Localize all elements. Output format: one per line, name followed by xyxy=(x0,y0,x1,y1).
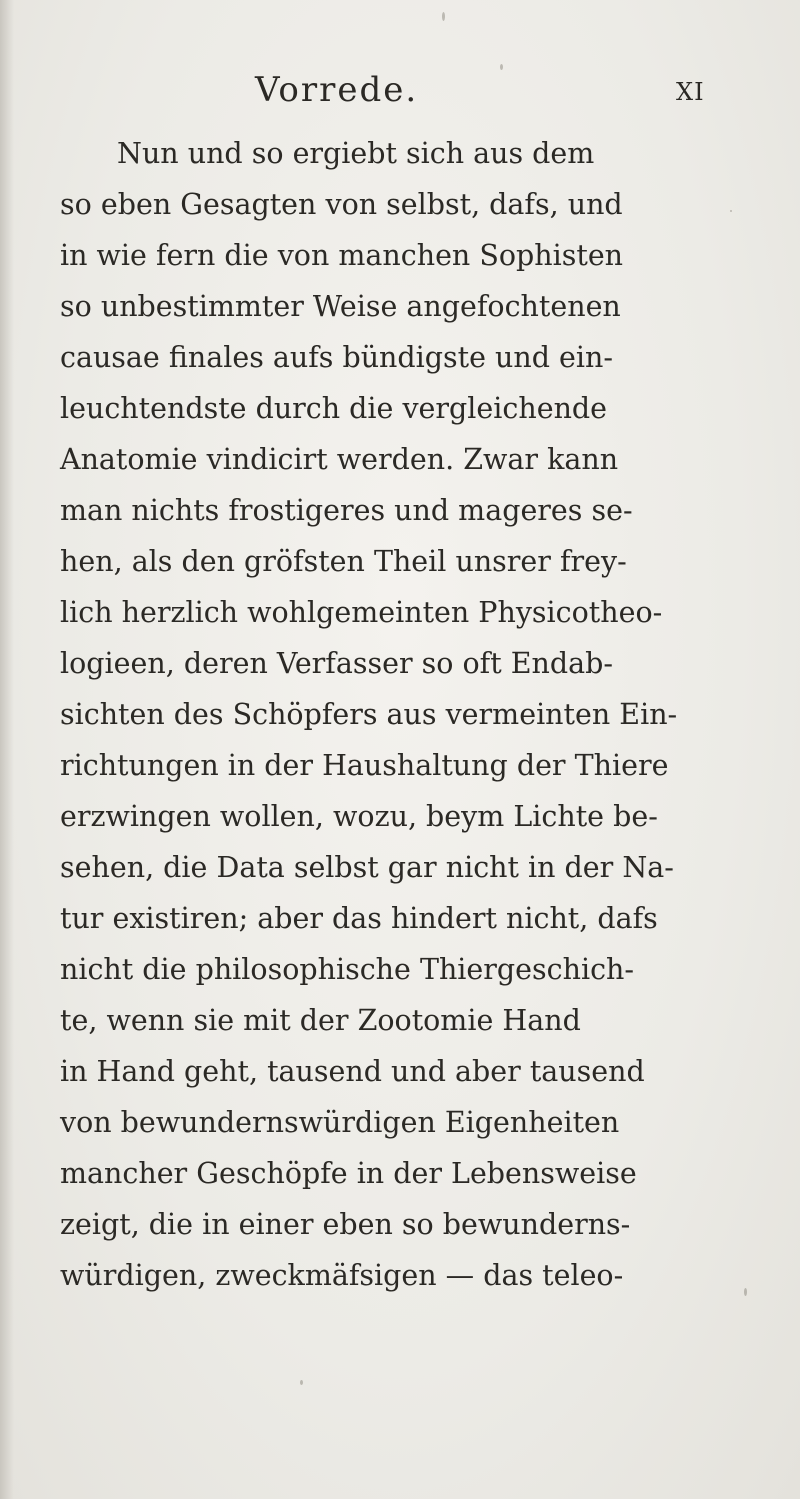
text-line: sichten des Schöpfers aus vermeinten Ein- xyxy=(60,698,678,731)
page-number: XI xyxy=(676,78,705,106)
text-line: Nun und so ergiebt sich aus dem xyxy=(117,137,595,170)
paper-speck xyxy=(300,1380,303,1385)
paper-speck xyxy=(500,64,503,70)
running-header xyxy=(0,66,800,116)
text-line: lich herzlich wohlgemeinten Physicotheo- xyxy=(60,596,663,629)
text-line: so unbestimmter Weise angefochtenen xyxy=(60,290,621,323)
text-line: leuchtendste durch die vergleichende xyxy=(60,392,608,425)
paper-speck xyxy=(744,1288,747,1296)
text-line: logieen, deren Verfasser so oft Endab- xyxy=(60,647,613,680)
paper-speck xyxy=(730,210,732,212)
text-line: von bewundernswürdigen Eigenheiten xyxy=(60,1106,620,1139)
text-line: erzwingen wollen, wozu, beym Lichte be- xyxy=(60,800,658,833)
text-line: te, wenn sie mit der Zootomie Hand xyxy=(60,1004,581,1037)
text-line: man nichts frostigeres und mageres se- xyxy=(60,494,633,527)
text-line: nicht die philosophische Thiergeschich- xyxy=(60,953,635,986)
running-title: Vorrede. xyxy=(255,70,419,110)
text-line: sehen, die Data selbst gar nicht in der Na- xyxy=(60,851,674,884)
text-line: causae finales aufs bündigste und ein- xyxy=(60,341,613,374)
paper-speck xyxy=(442,12,445,21)
text-line: in wie fern die von manchen Sophisten xyxy=(60,239,624,272)
body-text xyxy=(60,128,720,1301)
text-line: zeigt, die in einer eben so bewunderns- xyxy=(60,1208,631,1241)
text-line: richtungen in der Haushaltung der Thiere xyxy=(60,749,669,782)
text-line: mancher Geschöpfe in der Lebensweise xyxy=(60,1157,637,1190)
gutter-shadow xyxy=(0,0,14,1499)
text-line: würdigen, zweckmäfsigen — das teleo- xyxy=(60,1259,624,1292)
text-line: so eben Gesagten von selbst, dafs, und xyxy=(60,188,623,221)
text-line: tur existiren; aber das hindert nicht, dafs xyxy=(60,902,658,935)
text-line: in Hand geht, tausend und aber tausend xyxy=(60,1055,645,1088)
text-line: Anatomie vindicirt werden. Zwar kann xyxy=(60,443,619,476)
text-line: hen, als den gröfsten Theil unsrer frey- xyxy=(60,545,627,578)
